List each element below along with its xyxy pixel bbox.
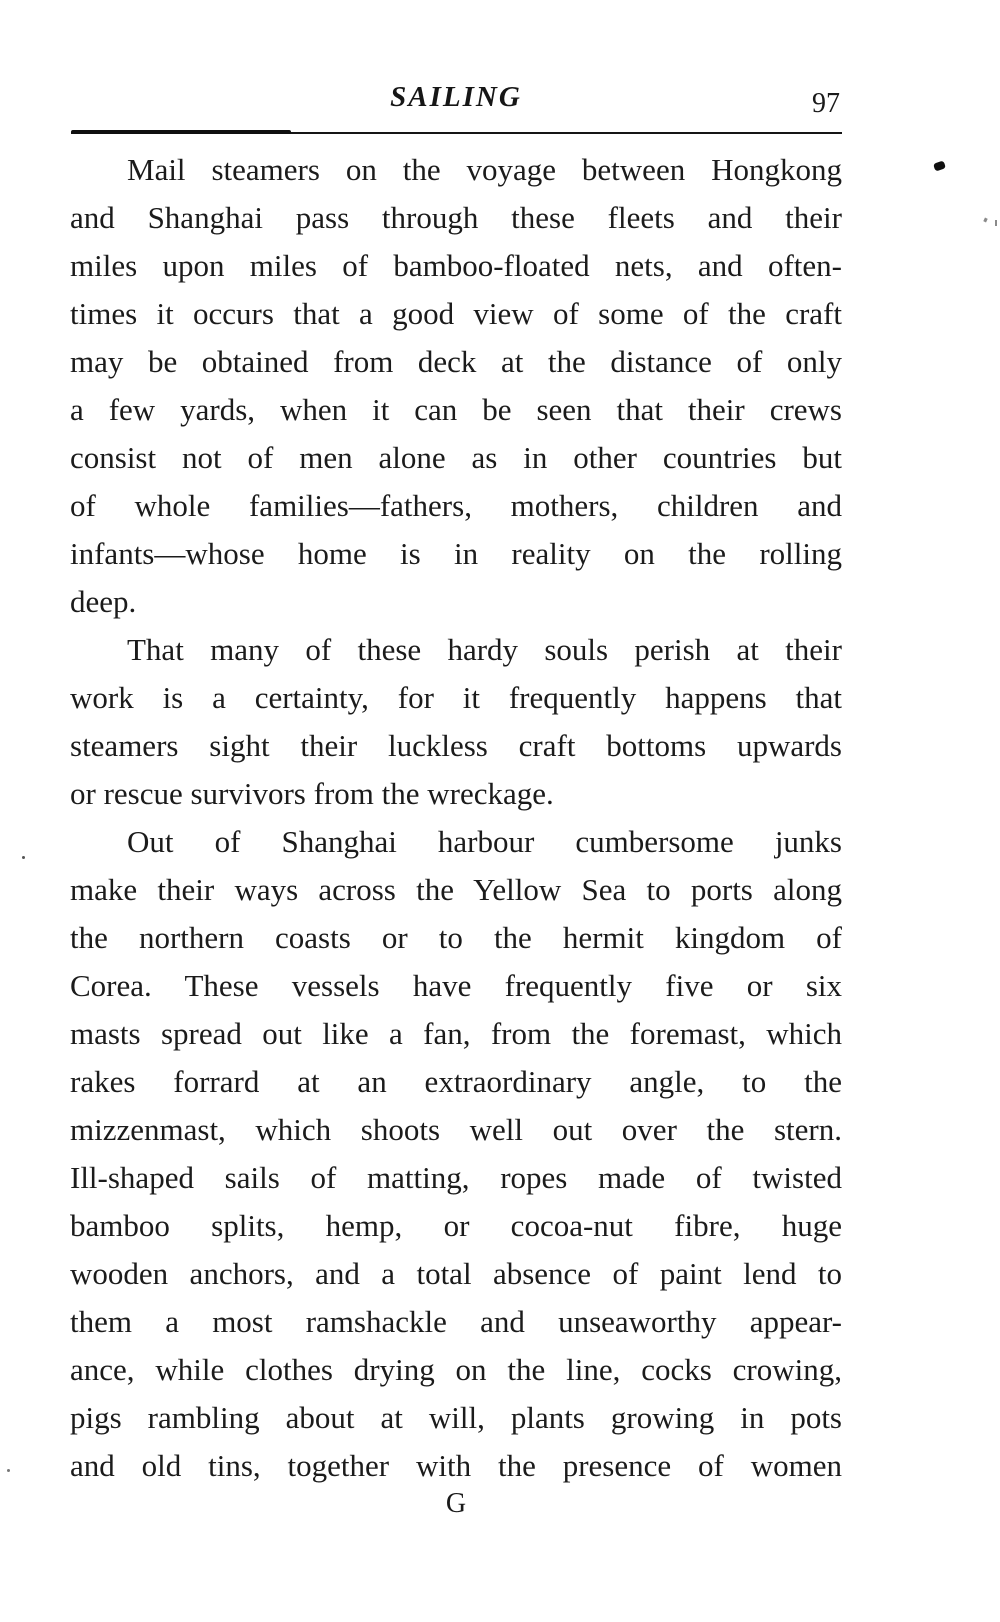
text-line: Corea. These vessels have frequently five or six [70,968,842,1003]
header-rule-heavy-segment [71,130,291,134]
text-line: bamboo splits, hemp, or cocoa-nut fibre, huge [70,1208,842,1243]
text-line: and old tins, together with the presence of women [70,1448,842,1483]
text-line: of whole families—fathers, mothers, children and [70,488,842,523]
text-line: Ill-shaped sails of matting, ropes made of twisted [70,1160,842,1195]
text-line: or rescue survivors from the wreckage. [70,776,554,811]
text-line: Mail steamers on the voyage between Hongkong [127,152,842,187]
text-line: ance, while clothes drying on the line, cocks crowing, [70,1352,842,1387]
text-line: rakes forrard at an extraordinary angle, to the [70,1064,842,1099]
text-line: and Shanghai pass through these fleets and their [70,200,842,235]
text-line: Out of Shanghai harbour cumbersome junks [127,824,842,859]
text-line: a few yards, when it can be seen that their crews [70,392,842,427]
ink-speck-pair [984,218,998,226]
ink-speck-left-margin [22,856,25,859]
text-line: mizzenmast, which shoots well out over the stern. [70,1112,842,1147]
text-line: deep. [70,584,137,619]
text-line: steamers sight their luckless craft bottoms upwards [70,728,842,763]
text-line: times it occurs that a good view of some of the craft [70,296,842,331]
text-line: consist not of men alone as in other countries but [70,440,842,475]
ink-speck-bottom-left [7,1469,10,1472]
text-line: miles upon miles of bamboo-floated nets, and often- [70,248,842,283]
signature-mark: G [445,1488,467,1519]
text-line: wooden anchors, and a total absence of paint lend to [70,1256,842,1291]
text-line: masts spread out like a fan, from the foremast, which [70,1016,842,1051]
running-head: SAILING [390,81,522,113]
text-line: the northern coasts or to the hermit kingdom of [70,920,842,955]
text-line: That many of these hardy souls perish at their [127,632,842,667]
text-line: make their ways across the Yellow Sea to ports along [70,872,842,907]
text-line: them a most ramshackle and unseaworthy appear- [70,1304,842,1339]
text-line: work is a certainty, for it frequently happens that [70,680,842,715]
text-line: may be obtained from deck at the distance of only [70,344,842,379]
text-line: pigs rambling about at will, plants growing in pots [70,1400,842,1435]
text-block [70,146,842,1490]
page-number: 97 [812,88,840,119]
ink-speck-diamond [933,160,946,171]
text-line: infants—whose home is in reality on the rolling [70,536,842,571]
